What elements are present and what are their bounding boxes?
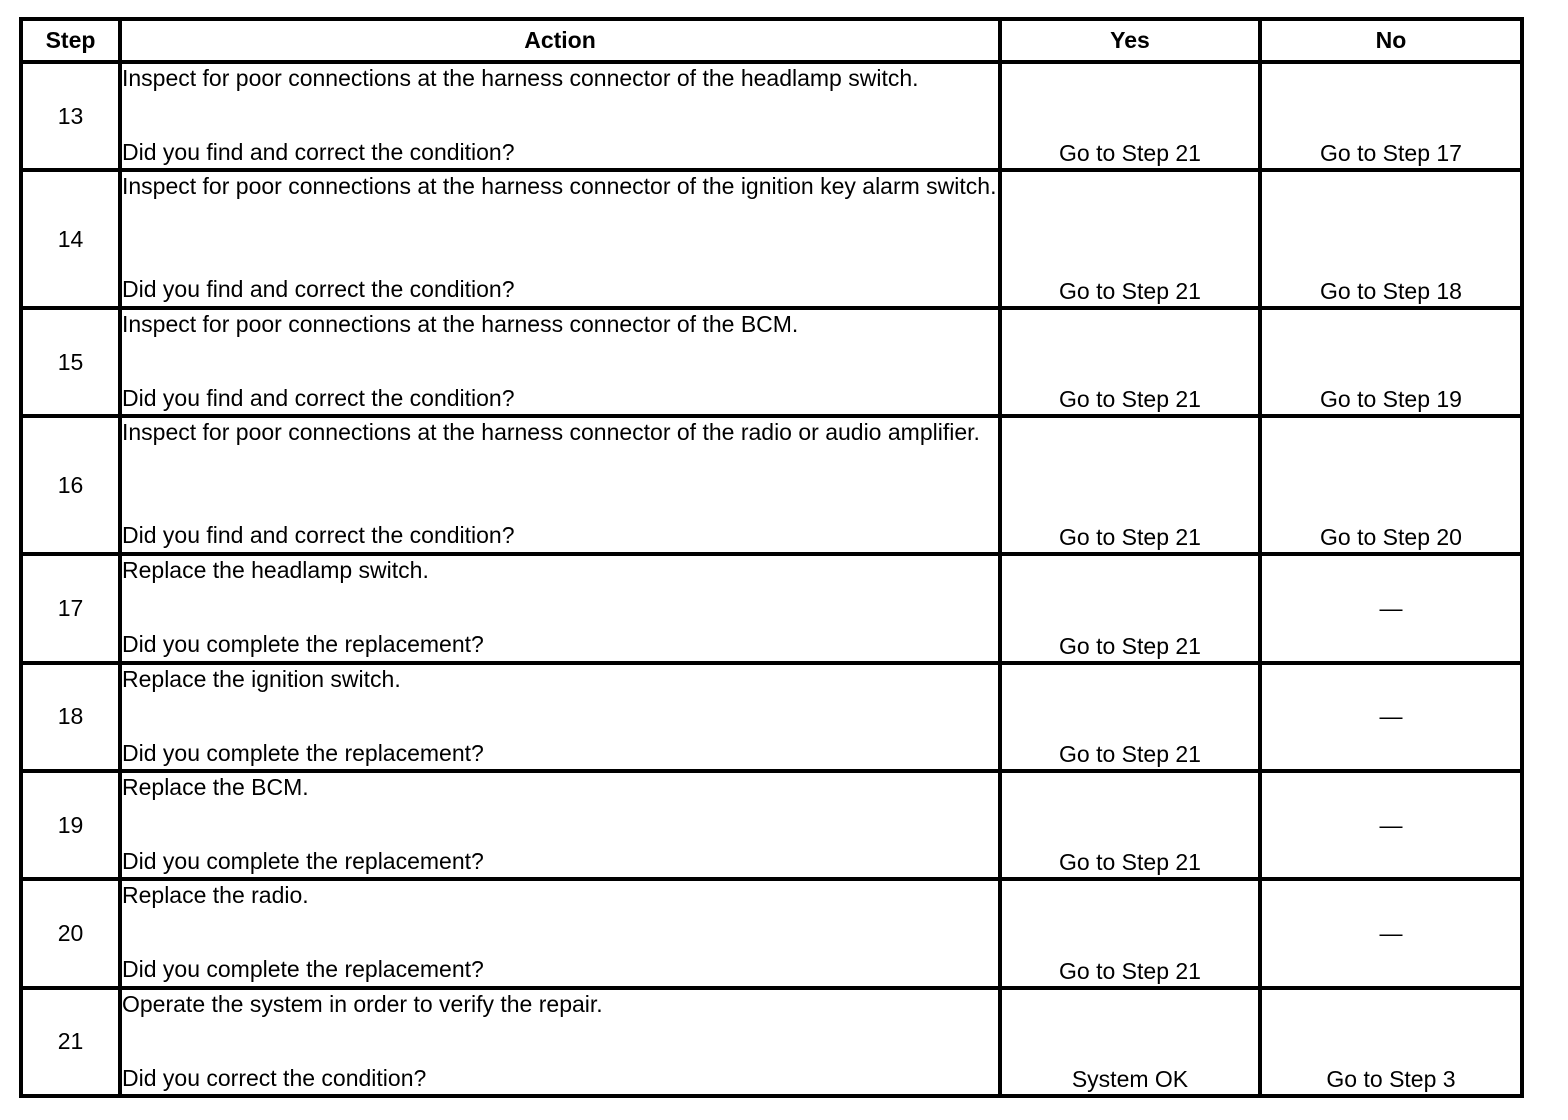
- action-cell: [120, 771, 1000, 879]
- no-result: Go to Step 17: [1260, 62, 1522, 170]
- header-yes: Yes: [1000, 19, 1260, 62]
- action-instruction: Inspect for poor connections at the harness connector of the BCM.: [122, 311, 799, 338]
- action-question: Did you find and correct the condition?: [122, 139, 515, 165]
- table-row: [21, 663, 1522, 771]
- step-number: 20: [21, 879, 120, 987]
- table-row: [21, 879, 1522, 987]
- step-number: 18: [21, 663, 120, 771]
- action-question: Did you find and correct the condition?: [122, 276, 515, 303]
- no-result: —: [1260, 879, 1522, 987]
- table-row: [21, 62, 1522, 170]
- action-question: Did you find and correct the condition?: [122, 385, 515, 412]
- table-row: [21, 771, 1522, 879]
- action-instruction: Inspect for poor connections at the harness connector of the radio or audio amplifier.: [122, 419, 980, 446]
- header-step: Step: [21, 19, 120, 62]
- step-number: 21: [21, 988, 120, 1096]
- action-cell: [120, 554, 1000, 662]
- diagnostic-table: [19, 17, 1524, 1098]
- step-number: 15: [21, 308, 120, 416]
- action-question: Did you complete the replacement?: [122, 956, 484, 983]
- step-number: 16: [21, 416, 120, 554]
- yes-result: Go to Step 21: [1000, 416, 1260, 554]
- no-result: —: [1260, 663, 1522, 771]
- table-row: [21, 308, 1522, 416]
- action-instruction: Replace the BCM.: [122, 773, 309, 800]
- action-question: Did you correct the condition?: [122, 1064, 427, 1091]
- action-instruction: Replace the headlamp switch.: [122, 557, 429, 584]
- action-cell: [120, 170, 1000, 308]
- table-row: [21, 416, 1522, 554]
- action-question: Did you complete the replacement?: [122, 631, 484, 658]
- action-question: Did you complete the replacement?: [122, 847, 484, 874]
- yes-result: Go to Step 21: [1000, 663, 1260, 771]
- action-cell: [120, 62, 1000, 170]
- header-row: [21, 19, 1522, 62]
- no-result: Go to Step 18: [1260, 170, 1522, 308]
- action-instruction: Inspect for poor connections at the harness connector of the ignition key alarm switch.: [122, 173, 997, 200]
- table-row: [21, 554, 1522, 662]
- no-result: Go to Step 19: [1260, 308, 1522, 416]
- no-result: —: [1260, 771, 1522, 879]
- header-no: No: [1260, 19, 1522, 62]
- yes-result: Go to Step 21: [1000, 62, 1260, 170]
- no-result: Go to Step 3: [1260, 988, 1522, 1096]
- action-question: Did you complete the replacement?: [122, 739, 484, 766]
- step-number: 19: [21, 771, 120, 879]
- no-result: —: [1260, 554, 1522, 662]
- header-action: Action: [120, 19, 1000, 62]
- action-instruction: Replace the radio.: [122, 882, 309, 909]
- table-row: [21, 170, 1522, 308]
- yes-result: Go to Step 21: [1000, 170, 1260, 308]
- no-result: Go to Step 20: [1260, 416, 1522, 554]
- yes-result: Go to Step 21: [1000, 771, 1260, 879]
- action-cell: [120, 879, 1000, 987]
- action-instruction: Inspect for poor connections at the harness connector of the headlamp switch.: [122, 65, 919, 91]
- action-cell: [120, 988, 1000, 1096]
- step-number: 13: [21, 62, 120, 170]
- yes-result: Go to Step 21: [1000, 879, 1260, 987]
- step-number: 17: [21, 554, 120, 662]
- table-row: [21, 988, 1522, 1096]
- action-cell: [120, 416, 1000, 554]
- action-instruction: Replace the ignition switch.: [122, 665, 401, 692]
- action-question: Did you find and correct the condition?: [122, 522, 515, 549]
- step-number: 14: [21, 170, 120, 308]
- action-cell: [120, 308, 1000, 416]
- yes-result: Go to Step 21: [1000, 554, 1260, 662]
- action-cell: [120, 663, 1000, 771]
- yes-result: System OK: [1000, 988, 1260, 1096]
- yes-result: Go to Step 21: [1000, 308, 1260, 416]
- action-instruction: Operate the system in order to verify the repair.: [122, 990, 603, 1017]
